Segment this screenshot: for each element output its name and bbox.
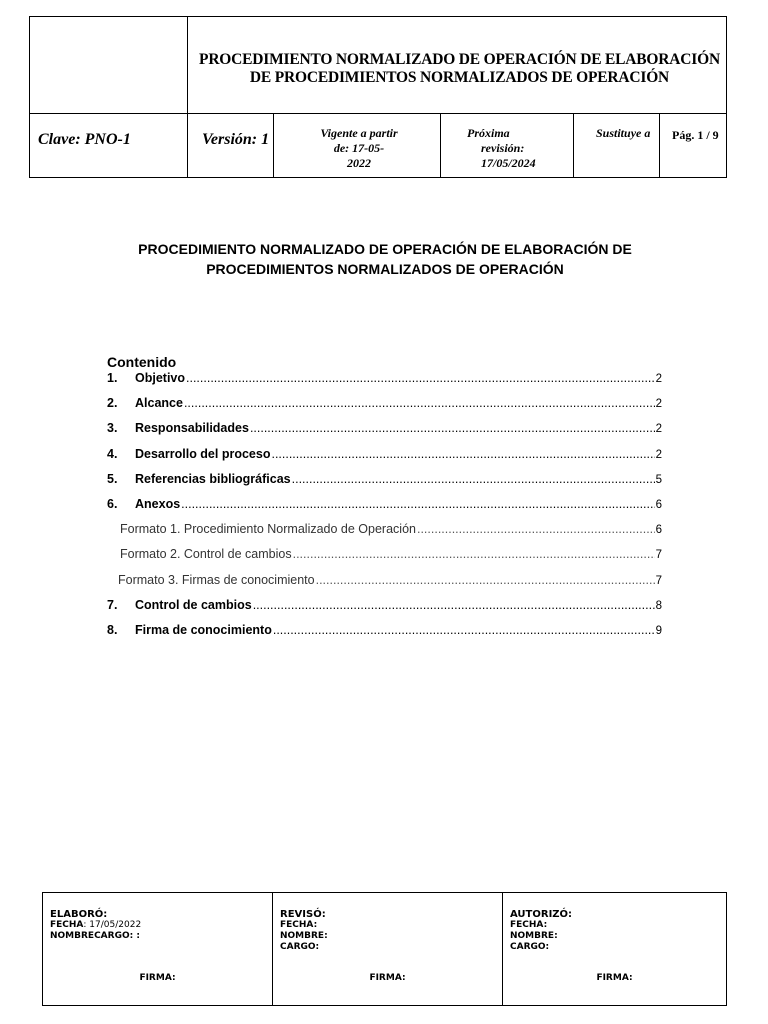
toc-leader bbox=[417, 522, 655, 536]
sustituye-label: Sustituye a bbox=[596, 126, 651, 140]
toc-page: 2 bbox=[655, 423, 662, 436]
autorizo-heading: AUTORIZÓ: bbox=[510, 909, 573, 920]
elaboro-heading: ELABORÓ: bbox=[50, 909, 108, 920]
toc-number: 4. bbox=[107, 446, 118, 461]
toc-label: Formato 2. Control de cambios bbox=[120, 547, 292, 562]
toc-label: Desarrollo del proceso bbox=[135, 446, 271, 461]
signature-reviso bbox=[273, 893, 503, 1005]
signature-elaboro bbox=[43, 893, 273, 1005]
header-meta-row bbox=[30, 113, 726, 177]
toc-item-control-cambios[interactable] bbox=[107, 598, 662, 623]
autorizo-firma: FIRMA: bbox=[596, 973, 633, 983]
toc-label: Control de cambios bbox=[135, 597, 252, 612]
autorizo-cargo: CARGO: bbox=[510, 942, 550, 952]
toc-page: 6 bbox=[655, 524, 662, 537]
toc-item-anexos[interactable] bbox=[107, 497, 662, 522]
page-number-cell bbox=[660, 113, 728, 177]
document-title-line-1: PROCEDIMIENTO NORMALIZADO DE OPERACIÓN DE ELABORACIÓN DE bbox=[138, 241, 632, 257]
clave-label: Clave: PNO-1 bbox=[38, 131, 131, 148]
toc-page: 9 bbox=[655, 624, 662, 637]
proxima-line-2: revisión: bbox=[481, 141, 525, 155]
toc-leader bbox=[293, 547, 655, 561]
logo-cell bbox=[30, 17, 188, 113]
version-cell bbox=[188, 113, 274, 177]
vigente-line-3: 2022 bbox=[347, 156, 371, 170]
toc-label: Formato 3. Firmas de conocimiento bbox=[118, 572, 315, 587]
table-of-contents bbox=[107, 354, 662, 648]
toc-leader bbox=[271, 447, 654, 461]
toc-heading: Contenido bbox=[107, 354, 177, 370]
reviso-fecha: FECHA: bbox=[280, 920, 318, 930]
reviso-nombre: NOMBRE: bbox=[280, 931, 328, 941]
toc-number: 1. bbox=[107, 371, 118, 385]
vigente-line-2: de: 17-05- bbox=[333, 141, 385, 155]
reviso-cargo: CARGO: bbox=[280, 942, 320, 952]
toc-leader bbox=[250, 421, 655, 435]
clave-cell bbox=[30, 113, 188, 177]
toc-number: 3. bbox=[107, 421, 118, 436]
toc-page: 8 bbox=[655, 599, 662, 612]
toc-item-formato-1[interactable] bbox=[107, 522, 662, 547]
reviso-firma: FIRMA: bbox=[369, 973, 406, 983]
version-label: Versión: 1 bbox=[202, 131, 270, 148]
toc-number: 6. bbox=[107, 496, 118, 511]
toc-label: Firma de conocimiento bbox=[135, 622, 272, 637]
toc-label: Alcance bbox=[135, 396, 183, 411]
document-header bbox=[29, 16, 727, 178]
vigente-line-1: Vigente a partir bbox=[320, 126, 398, 140]
autorizo-fecha: FECHA: bbox=[510, 920, 548, 930]
proxima-line-1: Próxima bbox=[467, 126, 510, 140]
toc-item-referencias[interactable] bbox=[107, 472, 662, 497]
toc-item-objetivo[interactable] bbox=[107, 371, 662, 396]
toc-leader bbox=[273, 623, 655, 637]
toc-number: 7. bbox=[107, 597, 118, 612]
elaboro-fecha-value: : 17/05/2022 bbox=[83, 920, 142, 930]
toc-leader bbox=[186, 371, 655, 385]
toc-number: 5. bbox=[107, 471, 118, 486]
toc-label: Responsabilidades bbox=[135, 421, 249, 436]
header-title-cell bbox=[187, 17, 726, 114]
toc-item-firma-conocimiento[interactable] bbox=[107, 623, 662, 648]
toc-page: 5 bbox=[655, 473, 662, 486]
toc-item-alcance[interactable] bbox=[107, 396, 662, 421]
vigente-cell bbox=[274, 113, 441, 177]
page-number: Pág. 1 / 9 bbox=[672, 128, 719, 142]
toc-item-responsabilidades[interactable] bbox=[107, 421, 662, 446]
elaboro-firma: FIRMA: bbox=[139, 973, 176, 983]
toc-label: Formato 1. Procedimiento Normalizado de Operación bbox=[120, 522, 416, 537]
toc-item-formato-3[interactable] bbox=[107, 573, 662, 598]
signature-autorizo bbox=[503, 893, 726, 1005]
toc-page: 2 bbox=[655, 448, 662, 461]
toc-page: 6 bbox=[655, 498, 662, 511]
header-title: PROCEDIMIENTO NORMALIZADO DE OPERACIÓN DE ELABORACIÓN DE PROCEDIMIENTOS NORMALIZADOS DE OPERACIÓN bbox=[199, 51, 720, 86]
document-title bbox=[60, 239, 710, 279]
toc-page: 2 bbox=[655, 373, 662, 385]
sustituye-cell bbox=[574, 113, 660, 177]
signature-table bbox=[42, 892, 727, 1006]
toc-page: 2 bbox=[655, 398, 662, 411]
toc-label: Objetivo bbox=[135, 371, 186, 385]
toc-number: 2. bbox=[107, 396, 118, 411]
toc-page: 7 bbox=[655, 574, 662, 587]
toc-leader bbox=[253, 598, 655, 612]
reviso-heading: REVISÓ: bbox=[280, 909, 326, 920]
toc-item-formato-2[interactable] bbox=[107, 547, 662, 572]
toc-leader bbox=[181, 497, 654, 511]
toc-item-desarrollo[interactable] bbox=[107, 447, 662, 472]
toc-label: Referencias bibliográficas bbox=[135, 471, 291, 486]
elaboro-fecha-label: FECHA bbox=[50, 920, 84, 930]
toc-leader bbox=[184, 396, 655, 410]
toc-page: 7 bbox=[655, 549, 662, 562]
elaboro-nombre-cargo: NOMBRECARGO: : bbox=[50, 931, 140, 941]
document-title-line-2: PROCEDIMIENTOS NORMALIZADOS DE OPERACIÓN bbox=[206, 261, 564, 277]
toc-label: Anexos bbox=[135, 496, 181, 511]
proxima-line-3: 17/05/2024 bbox=[481, 156, 536, 170]
toc-leader bbox=[292, 472, 655, 486]
toc-leader bbox=[316, 573, 655, 587]
toc-number: 8. bbox=[107, 622, 118, 637]
autorizo-nombre: NOMBRE: bbox=[510, 931, 558, 941]
proxima-revision-cell bbox=[441, 113, 574, 177]
